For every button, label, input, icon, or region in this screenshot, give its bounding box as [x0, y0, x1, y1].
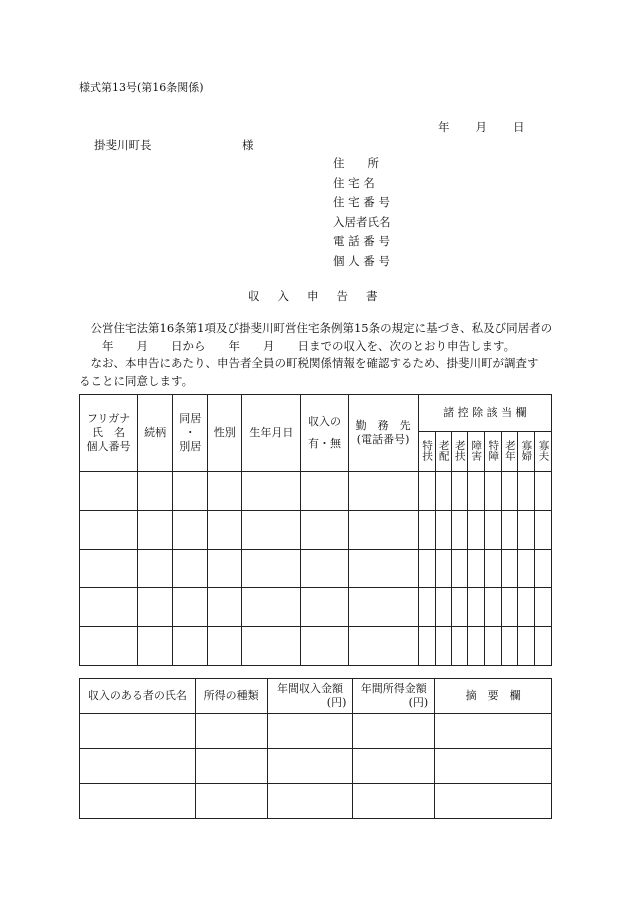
table-row [80, 749, 552, 784]
deduction-shougai-label: 障害 [470, 439, 483, 461]
table-cell[interactable] [208, 510, 242, 549]
table-cell[interactable] [80, 784, 196, 819]
table-cell[interactable] [501, 588, 517, 627]
deduction-rouhai-label: 老配 [437, 439, 450, 461]
header-name [80, 395, 138, 472]
field-resident-name: 入居者氏名 [333, 214, 391, 229]
table-row [80, 472, 552, 511]
field-personal-number: 個 人 番 号 [333, 253, 390, 268]
table-cell[interactable] [80, 472, 138, 511]
header-annual-earnings-unit: (円) [408, 696, 429, 709]
date-month: 月 [475, 120, 487, 134]
table-cell[interactable] [517, 588, 534, 627]
table-cell[interactable] [195, 749, 267, 784]
table-cell[interactable] [467, 472, 484, 511]
table-cell[interactable] [534, 472, 551, 511]
table-cell[interactable] [467, 627, 484, 666]
header-annual-income-unit: (円) [326, 696, 347, 709]
table-cell[interactable] [467, 510, 484, 549]
deduction-roufu [451, 432, 467, 472]
table-cell[interactable] [517, 510, 534, 549]
deduction-tokufu [418, 432, 435, 472]
header-relation: 続柄 [138, 395, 173, 472]
table-cell[interactable] [435, 749, 552, 784]
household-table [79, 394, 552, 666]
table-cell[interactable] [348, 627, 418, 666]
table-row [80, 588, 552, 627]
income-table-body [80, 714, 552, 819]
deduction-kafu-widow [517, 432, 534, 472]
header-income-type: 所得の種類 [195, 679, 267, 714]
table-cell[interactable] [435, 627, 451, 666]
applicant-fields [333, 155, 391, 272]
table-cell[interactable] [484, 510, 501, 549]
table-cell[interactable] [501, 627, 517, 666]
deduction-kafu-widow-label: 寡婦 [520, 439, 533, 461]
table-cell[interactable] [195, 714, 267, 749]
table-cell[interactable] [534, 510, 551, 549]
header-work-phone: (電話番号) [356, 433, 410, 446]
header-remarks: 摘 要 欄 [435, 679, 552, 714]
table-cell[interactable] [418, 627, 435, 666]
deduction-kafu-widower [534, 432, 551, 472]
table-cell[interactable] [208, 472, 242, 511]
deduction-rouhai [435, 432, 451, 472]
table-cell[interactable] [301, 588, 348, 627]
table-cell[interactable] [195, 784, 267, 819]
header-income-yesno: 有・無 [307, 437, 341, 450]
table-cell[interactable] [208, 549, 242, 588]
table-cell[interactable] [242, 627, 301, 666]
document-title: 収入申告書 [248, 289, 396, 303]
table-cell[interactable] [501, 549, 517, 588]
recipient-honorific: 様 [242, 138, 254, 152]
date-year: 年 [438, 120, 450, 134]
body-text [79, 320, 554, 391]
household-table-body [80, 472, 552, 666]
table-cell[interactable] [353, 714, 435, 749]
field-housing-name: 住 宅 名 [333, 175, 375, 190]
deduction-rounen-label: 老年 [503, 439, 516, 461]
header-birth: 生年月日 [242, 395, 301, 472]
table-cell[interactable] [451, 627, 467, 666]
field-phone: 電 話 番 号 [333, 234, 390, 248]
table-cell[interactable] [517, 472, 534, 511]
table-cell[interactable] [348, 510, 418, 549]
table-cell[interactable] [353, 784, 435, 819]
table-cell[interactable] [80, 510, 138, 549]
table-cell[interactable] [418, 549, 435, 588]
deduction-kafu-widower-label: 寡夫 [537, 439, 550, 461]
table-cell[interactable] [173, 627, 208, 666]
table-cell[interactable] [301, 549, 348, 588]
header-annual-income [267, 679, 353, 714]
body-line-1: 公営住宅法第16条第1項及び掛斐川町営住宅条例第15条の規定に基づき、私及び同居者の [79, 321, 553, 335]
table-cell[interactable] [418, 588, 435, 627]
recipient [94, 137, 254, 153]
table-cell[interactable] [173, 472, 208, 511]
table-cell[interactable] [138, 588, 173, 627]
header-living-apart: 別居 [179, 440, 202, 453]
table-cell[interactable] [242, 510, 301, 549]
header-deductions: 諸 控 除 該 当 欄 [418, 395, 551, 432]
income-table [79, 678, 552, 819]
table-cell[interactable] [301, 627, 348, 666]
body-line-3: なお、本申告にあたり、申告者全員の町税関係情報を確認するため、掛斐川町が調査す [79, 356, 539, 371]
table-cell[interactable] [301, 472, 348, 511]
table-row [80, 714, 552, 749]
table-cell[interactable] [267, 714, 353, 749]
header-sex: 性別 [208, 395, 242, 472]
table-cell[interactable] [435, 714, 552, 749]
table-cell[interactable] [173, 510, 208, 549]
header-workplace: 勤 務 先 [355, 419, 411, 432]
table-cell[interactable] [353, 749, 435, 784]
header-earner: 収入のある者の氏名 [80, 679, 196, 714]
deduction-rounen [501, 432, 517, 472]
table-cell[interactable] [348, 549, 418, 588]
table-cell[interactable] [138, 472, 173, 511]
table-cell[interactable] [484, 588, 501, 627]
deduction-shougai [467, 432, 484, 472]
table-cell[interactable] [418, 510, 435, 549]
table-cell[interactable] [267, 784, 353, 819]
header-furigana: フリガナ [86, 412, 131, 425]
table-cell[interactable] [517, 549, 534, 588]
table-cell[interactable] [435, 784, 552, 819]
table-cell[interactable] [208, 588, 242, 627]
table-cell[interactable] [242, 549, 301, 588]
header-living-dot: ・ [184, 426, 196, 439]
table-row [80, 510, 552, 549]
deduction-tokushou [484, 432, 501, 472]
table-cell[interactable] [484, 549, 501, 588]
table-row [80, 549, 552, 588]
table-cell[interactable] [501, 472, 517, 511]
table-cell[interactable] [418, 472, 435, 511]
date-day: 日 [513, 120, 525, 134]
header-income [301, 395, 348, 472]
table-cell[interactable] [501, 510, 517, 549]
table-cell[interactable] [534, 549, 551, 588]
table-cell[interactable] [467, 549, 484, 588]
table-cell[interactable] [534, 627, 551, 666]
table-cell[interactable] [451, 472, 467, 511]
table-cell[interactable] [208, 627, 242, 666]
table-row [80, 627, 552, 666]
table-cell[interactable] [467, 588, 484, 627]
date-line [438, 119, 525, 135]
field-address: 住 所 [333, 156, 379, 170]
deduction-tokufu-label: 特扶 [421, 439, 434, 461]
body-line-4: ることに同意します。 [79, 374, 194, 389]
header-annual-income-label: 年間収入金額 [276, 682, 343, 695]
table-cell[interactable] [173, 588, 208, 627]
table-cell[interactable] [484, 472, 501, 511]
table-cell[interactable] [138, 549, 173, 588]
table-cell[interactable] [435, 472, 451, 511]
header-personal-number: 個人番号 [86, 440, 131, 453]
table-cell[interactable] [80, 714, 196, 749]
table-cell[interactable] [173, 549, 208, 588]
header-work [348, 395, 418, 472]
header-living-together: 同居 [179, 412, 202, 425]
table-cell[interactable] [242, 588, 301, 627]
field-housing-number: 住 宅 番 号 [333, 195, 390, 209]
table-cell[interactable] [242, 472, 301, 511]
recipient-name: 掛斐川町長 [94, 138, 152, 152]
table-cell[interactable] [517, 627, 534, 666]
deduction-tokushou-label: 特障 [487, 439, 500, 461]
table-cell[interactable] [138, 510, 173, 549]
body-line-2: 年 月 日から 年 月 日までの収入を、次のとおり申告します。 [79, 338, 516, 353]
table-cell[interactable] [80, 588, 138, 627]
table-cell[interactable] [267, 749, 353, 784]
table-cell[interactable] [435, 549, 451, 588]
header-living [173, 395, 208, 472]
table-cell[interactable] [80, 749, 196, 784]
table-cell[interactable] [348, 588, 418, 627]
form-number: 様式第13号(第16条関係) [79, 81, 204, 94]
deduction-roufu-label: 老扶 [453, 439, 466, 461]
table-row [80, 784, 552, 819]
table-cell[interactable] [435, 588, 451, 627]
table-cell[interactable] [451, 588, 467, 627]
table-cell[interactable] [534, 588, 551, 627]
table-cell[interactable] [451, 510, 467, 549]
header-shimei: 氏 名 [92, 426, 126, 439]
table-cell[interactable] [80, 627, 138, 666]
header-annual-earnings-label: 年間所得金額 [360, 682, 427, 695]
header-income-has: 収入の [307, 415, 341, 428]
header-annual-earnings [353, 679, 435, 714]
table-cell[interactable] [138, 627, 173, 666]
table-cell[interactable] [348, 472, 418, 511]
table-cell[interactable] [435, 510, 451, 549]
table-cell[interactable] [451, 549, 467, 588]
table-cell[interactable] [80, 549, 138, 588]
table-cell[interactable] [301, 510, 348, 549]
table-cell[interactable] [484, 627, 501, 666]
